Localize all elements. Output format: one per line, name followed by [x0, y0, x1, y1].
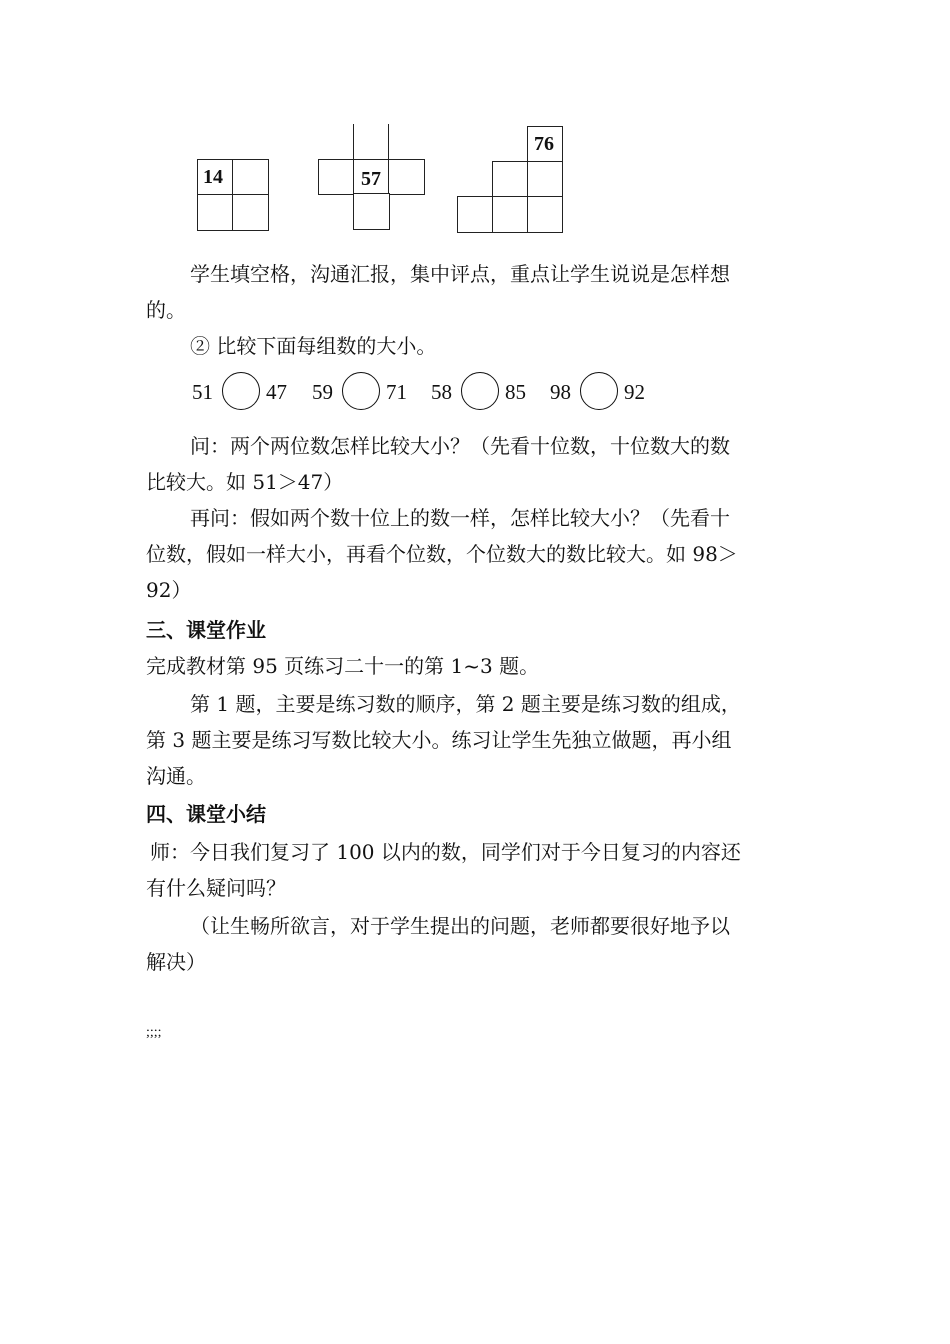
grid-cell — [318, 159, 355, 195]
compare-left-number: 51 — [192, 380, 213, 404]
paragraph-line: 问：两个两位数怎样比较大小？（先看十位数，十位数大的数 — [190, 434, 730, 458]
compare-left-number: 58 — [431, 380, 452, 404]
grid-cell — [353, 193, 390, 230]
grid-cell — [527, 196, 563, 233]
paragraph-line: 再问：假如两个数十位上的数一样，怎样比较大小？（先看十 — [190, 506, 730, 530]
compare-right-number: 71 — [386, 380, 407, 404]
paragraph-line: 学生填空格，沟通汇报，集中评点，重点让学生说说是怎样想 — [190, 262, 730, 286]
paragraph-line: 完成教材第 95 页练习二十一的第 1~3 题。 — [146, 654, 540, 678]
grid-cell — [197, 194, 234, 231]
paragraph-line: 的。 — [146, 298, 186, 322]
section-heading: 三、课堂作业 — [146, 618, 266, 642]
paragraph-line: 比较大。如 51＞47） — [146, 470, 344, 494]
grid-2-number: 57 — [361, 168, 381, 190]
paragraph-line: 92） — [146, 578, 192, 602]
grid-line — [388, 124, 389, 161]
paragraph-line: （让生畅所欲言，对于学生提出的问题，老师都要很好地予以 — [190, 914, 730, 938]
grid-cell — [232, 159, 269, 196]
paragraph-line: 第 1 题，主要是练习数的顺序，第 2 题主要是练习数的组成， — [190, 692, 741, 716]
paragraph-line: 第 3 题主要是练习写数比较大小。练习让学生先独立做题，再小组 — [146, 728, 732, 752]
compare-circle — [222, 372, 260, 410]
compare-left-number: 59 — [312, 380, 333, 404]
compare-circle — [342, 372, 380, 410]
grid-cell — [527, 161, 563, 198]
paragraph-line: ② 比较下面每组数的大小。 — [190, 334, 437, 358]
grid-cell — [388, 159, 425, 195]
grid-cell — [492, 161, 529, 198]
grid-cell — [492, 196, 529, 233]
compare-right-number: 85 — [505, 380, 526, 404]
paragraph-line: 位数，假如一样大小，再看个位数，个位数大的数比较大。如 98＞ — [146, 542, 738, 566]
paragraph-line: 解决） — [146, 950, 206, 974]
paragraph-line: 有什么疑问吗？ — [146, 876, 286, 900]
compare-right-number: 47 — [266, 380, 287, 404]
grid-cell — [457, 196, 494, 233]
grid-3-number: 76 — [534, 133, 554, 155]
compare-left-number: 98 — [550, 380, 571, 404]
grid-1-number: 14 — [203, 166, 223, 188]
section-heading: 四、课堂小结 — [146, 802, 266, 826]
paragraph-line: 师：今日我们复习了 100 以内的数，同学们对于今日复习的内容还 — [150, 840, 741, 864]
compare-right-number: 92 — [624, 380, 645, 404]
grid-cell — [232, 194, 269, 231]
compare-circle — [461, 372, 499, 410]
paragraph-line: 沟通。 — [146, 764, 206, 788]
grid-line — [353, 124, 354, 161]
compare-circle — [580, 372, 618, 410]
separator-text: ;;;; — [146, 1025, 162, 1040]
